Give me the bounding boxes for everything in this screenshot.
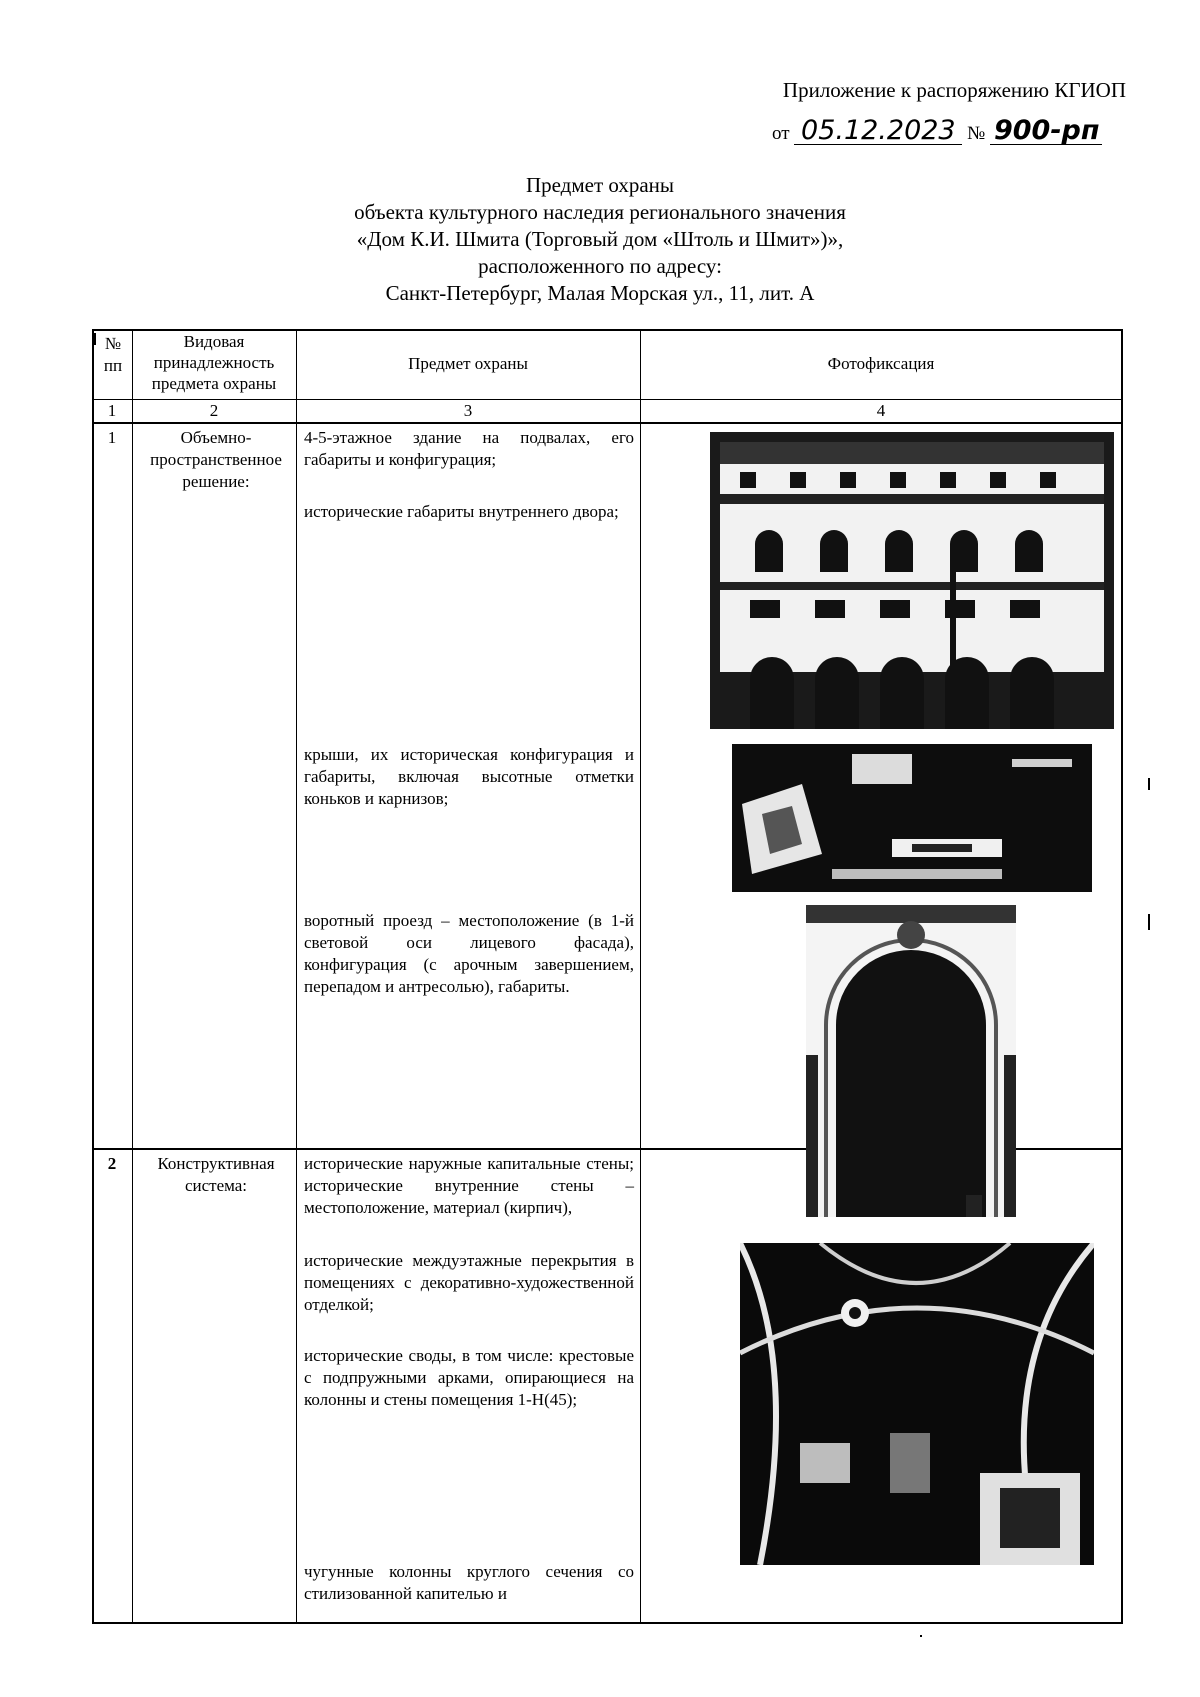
scan-mark bbox=[920, 1635, 922, 1637]
document-title bbox=[0, 172, 1200, 307]
row-1-num: 1 bbox=[107, 428, 117, 447]
gateway-photo bbox=[806, 905, 1016, 1217]
header-type: Видовая принадлежность предмета охраны bbox=[151, 332, 277, 393]
header-num: № пп bbox=[103, 334, 123, 375]
row-1-item-2: исторические габариты внутреннего двора; bbox=[304, 502, 619, 521]
row-1-item-1: 4-5-этажное здание на подвалах, его габариты и конфигурация; bbox=[304, 428, 634, 469]
vaulted-interior-photo bbox=[740, 1243, 1094, 1565]
scan-mark bbox=[94, 333, 96, 345]
col-number-1: 1 bbox=[107, 401, 117, 420]
facade-photo bbox=[710, 432, 1114, 729]
table-col-divider bbox=[296, 329, 297, 1624]
row-2-item-4: чугунные колонны круглого сечения со стилизованной капителью и bbox=[304, 1562, 634, 1603]
title-line-4: расположенного по адресу: bbox=[478, 254, 722, 278]
row-2-item-1: исторические наружные капитальные стены; исторические внутренние стены – местоположение, материал (кирпич), bbox=[304, 1154, 634, 1217]
row-1-item-3: крыши, их историческая конфигурация и габариты, включая высотные отметки коньков и карнизов; bbox=[304, 745, 634, 808]
scan-mark bbox=[1148, 778, 1150, 790]
number-sign: № bbox=[967, 123, 986, 144]
title-line-2: объекта культурного наследия регионального значения bbox=[354, 200, 846, 224]
header-subject: Предмет охраны bbox=[408, 354, 528, 373]
col-number-4: 4 bbox=[876, 401, 886, 420]
order-date: 05.12.2023 bbox=[794, 118, 962, 145]
col-number-2: 2 bbox=[209, 401, 219, 420]
title-line-1: Предмет охраны bbox=[525, 173, 675, 197]
appendix-label: Приложение к распоряжению КГИОП bbox=[782, 78, 1126, 102]
row-2-type: Конструктивная система: bbox=[157, 1154, 275, 1195]
order-line bbox=[772, 115, 1102, 146]
order-number: 900-рп bbox=[990, 118, 1102, 145]
title-line-3: «Дом К.И. Шмита (Торговый дом «Штоль и Шмит»)», bbox=[356, 227, 844, 251]
roofs-photo bbox=[732, 744, 1092, 892]
scan-mark bbox=[1148, 914, 1150, 930]
row-2-item-3: исторические своды, в том числе: крестовые с подпружными арками, опирающиеся на колонны и стены помещения 1-Н(45); bbox=[304, 1346, 634, 1409]
table-border-right bbox=[1121, 329, 1123, 1624]
title-line-5: Санкт-Петербург, Малая Морская ул., 11, лит. А bbox=[385, 281, 815, 305]
header-photo: Фотофиксация bbox=[827, 354, 935, 373]
row-2-item-2: исторические междуэтажные перекрытия в помещениях с декоративно-художественной отделкой; bbox=[304, 1251, 634, 1314]
table-col-divider bbox=[640, 329, 641, 1624]
row-1-type: Объемно-пространственное решение: bbox=[150, 428, 282, 491]
row-2-num: 2 bbox=[107, 1154, 117, 1173]
table-border-left bbox=[92, 329, 94, 1624]
order-prefix: от bbox=[772, 123, 790, 144]
table-rule bbox=[92, 422, 1122, 424]
col-number-3: 3 bbox=[463, 401, 473, 420]
table-border-bottom bbox=[92, 1622, 1122, 1624]
row-1-item-4: воротный проезд – местоположение (в 1-й световой оси лицевого фасада), конфигурация (с арочным завершением, перепадом и антресолью), габариты. bbox=[304, 911, 634, 996]
table-col-divider bbox=[132, 329, 133, 1624]
